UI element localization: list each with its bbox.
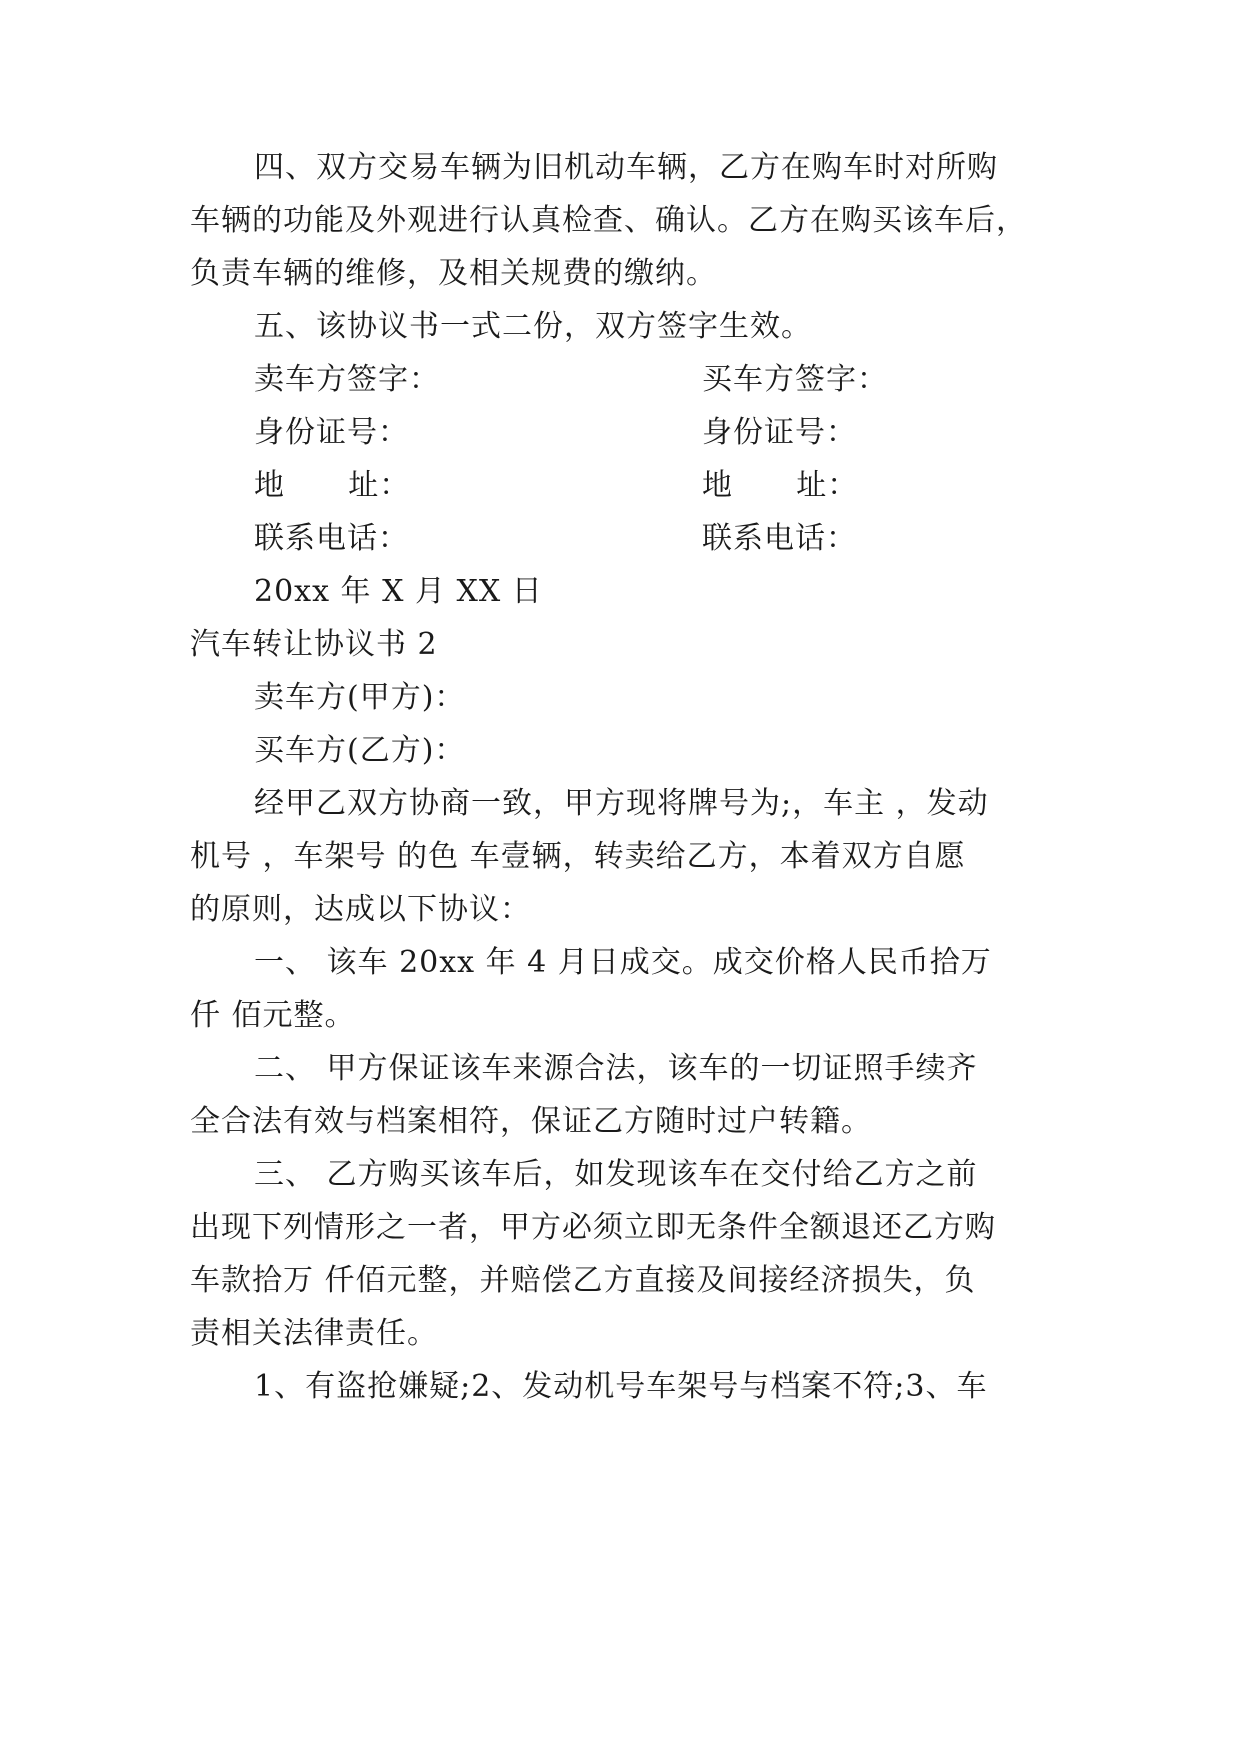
clause-three-line-3: 车款拾万 仟佰元整，并赔偿乙方直接及间接经济损失，负 bbox=[190, 1263, 976, 1298]
intro-line-2: 机号 ，车架号 的色 车壹辆，转卖给乙方，本着双方自愿 bbox=[190, 839, 966, 874]
clause-three-line-4: 责相关法律责任。 bbox=[190, 1316, 438, 1351]
buyer-signature-label: 买车方签字： bbox=[702, 362, 888, 397]
clause-one-line-2: 仟 佰元整。 bbox=[190, 998, 356, 1033]
paragraph-four-line-3: 负责车辆的维修，及相关规费的缴纳。 bbox=[190, 256, 717, 291]
clause-one-line-1: 一、 该车 20xx 年 4 月日成交。成交价格人民币拾万 bbox=[254, 945, 992, 980]
seller-signature-label: 卖车方签字： bbox=[254, 362, 440, 397]
conditions-list-line-1: 1、有盗抢嫌疑;2、发动机号车架号与档案不符;3、车 bbox=[254, 1369, 988, 1404]
buyer-id-label: 身份证号： bbox=[702, 415, 857, 450]
intro-line-3: 的原则，达成以下协议： bbox=[190, 892, 531, 927]
paragraph-four-line-1: 四、双方交易车辆为旧机动车辆，乙方在购车时对所购 bbox=[254, 150, 998, 185]
paragraph-four-line-2: 车辆的功能及外观进行认真检查、确认。乙方在购买该车后， bbox=[190, 203, 1027, 238]
clause-two-line-1: 二、 甲方保证该车来源合法，该车的一切证照手续齐 bbox=[254, 1051, 978, 1086]
intro-line-1: 经甲乙双方协商一致，甲方现将牌号为;，车主 ，发动 bbox=[254, 786, 989, 821]
buyer-party-label: 买车方(乙方)： bbox=[254, 733, 466, 768]
paragraph-five: 五、该协议书一式二份，双方签字生效。 bbox=[254, 309, 812, 344]
seller-phone-label: 联系电话： bbox=[254, 521, 409, 556]
buyer-address-label: 地 址： bbox=[702, 468, 859, 503]
clause-two-line-2: 全合法有效与档案相符，保证乙方随时过户转籍。 bbox=[190, 1104, 872, 1139]
seller-address-label: 地 址： bbox=[254, 468, 411, 503]
section-title: 汽车转让协议书 2 bbox=[190, 627, 438, 662]
seller-id-label: 身份证号： bbox=[254, 415, 409, 450]
buyer-phone-label: 联系电话： bbox=[702, 521, 857, 556]
seller-party-label: 卖车方(甲方)： bbox=[254, 680, 466, 715]
clause-three-line-2: 出现下列情形之一者，甲方必须立即无条件全额退还乙方购 bbox=[190, 1210, 996, 1245]
agreement-date: 20xx 年 X 月 XX 日 bbox=[254, 574, 543, 609]
clause-three-line-1: 三、 乙方购买该车后，如发现该车在交付给乙方之前 bbox=[254, 1157, 978, 1192]
